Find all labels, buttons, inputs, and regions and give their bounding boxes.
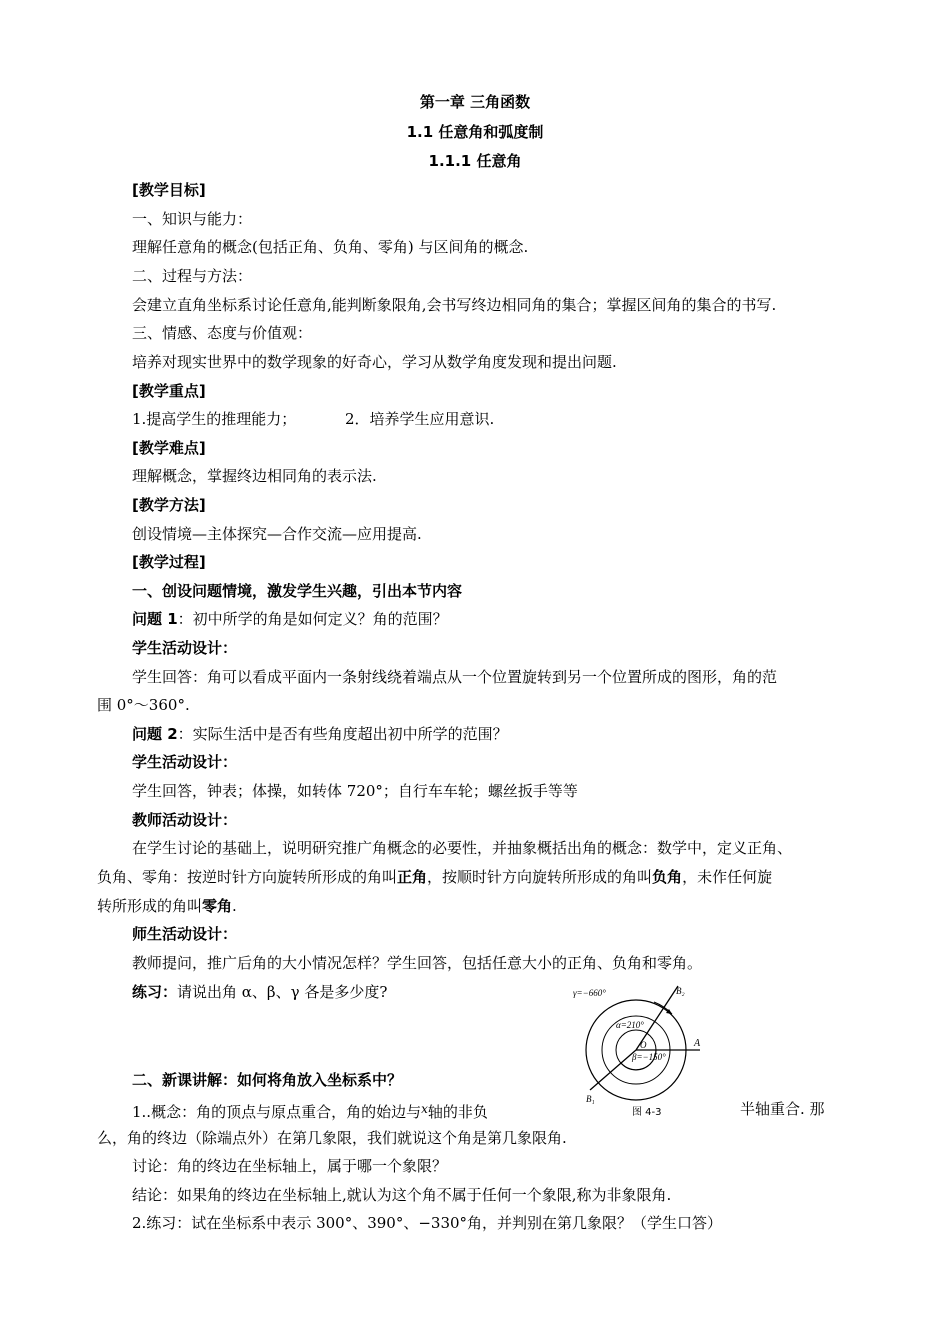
knowledge-text: 理解任意角的概念(包括正角、负角、零角) 与区间角的概念. [132,238,529,256]
concept-text-b: 轴的非负 [427,1103,488,1121]
difficulties-heading: [教学难点] [132,439,206,457]
knowledge-heading: 一、知识与能力： [132,210,253,228]
section-title: 1.1 任意角和弧度制 [406,123,544,141]
method-text: 创设情境—主体探究—合作交流—应用提高. [132,525,422,543]
angle-figure [570,980,720,1120]
emotion-text: 培养对现实世界中的数学现象的好奇心，学习从数学角度发现和提出问题. [132,353,617,371]
teacher-text-2b: ，按顺时针方向旋转所形成的角叫 [427,868,653,886]
teacher-student-design-heading: 师生活动设计： [132,925,238,943]
method-heading: [教学方法] [132,496,206,514]
concept-line-1 [132,1099,488,1122]
part1-heading: 一、创设问题情境，激发学生兴趣，引出本节内容 [132,582,463,600]
gamma-label: γ=−660° [573,988,606,998]
teacher-text-3a: 转所形成的角叫 [97,897,203,915]
part2-heading: 二、新课讲解：如何将角放入坐标系中？ [132,1071,403,1089]
question-1-label: 问题 1 [132,610,178,628]
figure-caption: 图 4-3 [632,1107,662,1118]
teacher-design-heading: 教师活动设计： [132,811,238,829]
practice [132,982,387,1002]
subsection-title: 1.1.1 任意角 [428,152,522,170]
teacher-text-line-2 [97,867,772,887]
negative-angle-term: 负角 [652,868,683,886]
question-2 [132,724,508,744]
question-2-label: 问题 2 [132,725,178,743]
answer-1-line-2: 围 0°～360°. [97,696,190,714]
point-a-label: A [694,1038,701,1049]
answer-1-line-1: 学生回答：角可以看成平面内一条射线绕着端点从一个位置旋转到另一个位置所成的图形，角的范 [132,668,778,686]
practice-text: 请说出角 α、β、γ 各是多少度? [177,983,388,1001]
concept-line-2: 么，角的终边（除端点外）在第几象限，我们就说这个角是第几象限角. [97,1129,567,1147]
chapter-title: 第一章 三角函数 [419,93,531,111]
teacher-text-2a: 负角、零角：按逆时针方向旋转所形成的角叫 [97,868,398,886]
student-design-heading: 学生活动设计： [132,639,238,657]
process-method-text: 会建立直角坐标系讨论任意角,能判断象限角,会书写终边相同角的集合；掌握区间角的集合的书写. [132,296,777,314]
difficulties-text: 理解概念，掌握终边相同角的表示法. [132,467,377,485]
process-heading: [教学过程] [132,553,206,571]
teacher-text-line-3 [97,896,237,916]
key-point-1: 1.提高学生的推理能力； [132,410,297,428]
goals-heading: [教学目标] [132,181,206,199]
positive-angle-term: 正角 [397,868,428,886]
concept-text-a: 1..概念：角的顶点与原点重合，角的始边与 [132,1103,422,1121]
question-1-text: ：初中所学的角是如何定义？角的范围？ [177,610,448,628]
question-1 [132,609,448,629]
beta-label: β=−150° [632,1052,666,1062]
student-design-heading-2: 学生活动设计： [132,753,238,771]
key-point-2: 2．培养学生应用意识. [345,410,495,428]
x-axis-symbol: x [421,1102,428,1116]
zero-angle-term: 零角 [202,897,233,915]
origin-label: O [640,1040,647,1050]
point-b2-label: B₂ [676,986,685,996]
teacher-text-2c: ，未作任何旋 [682,868,773,886]
teacher-text-line-1: 在学生讨论的基础上，说明研究推广角概念的必要性，并抽象概括出角的概念：数学中，定义正角、 [132,839,793,857]
alpha-label: α=210° [616,1020,644,1030]
teacher-student-text: 教师提问，推广后角的大小情况怎样？学生回答，包括任意大小的正角、负角和零角。 [132,954,703,972]
conclusion-text: 结论：如果角的终边在坐标轴上,就认为这个角不属于任何一个象限,称为非象限角. [132,1186,672,1204]
question-2-text: ：实际生活中是否有些角度超出初中所学的范围？ [177,725,508,743]
concept-text-c: 半轴重合. 那 [740,1100,825,1118]
key-points-heading: [教学重点] [132,382,206,400]
emotion-heading: 三、情感、态度与价值观： [132,324,313,342]
discussion-text: 讨论：角的终边在坐标轴上，属于哪一个象限？ [132,1157,448,1175]
terminal-side-ob1 [590,1050,636,1090]
exercise-2-text: 2.练习：试在坐标系中表示 300°、390°、−330°角，并判别在第几象限？（学生口答） [132,1214,723,1232]
answer-2: 学生回答，钟表；体操，如转体 720°；自行车车轮；螺丝扳手等等 [132,782,578,800]
process-method-heading: 二、过程与方法： [132,267,253,285]
point-b1-label: B₁ [586,1094,595,1104]
practice-label: 练习： [132,983,178,1001]
teacher-text-3b: . [232,897,237,915]
